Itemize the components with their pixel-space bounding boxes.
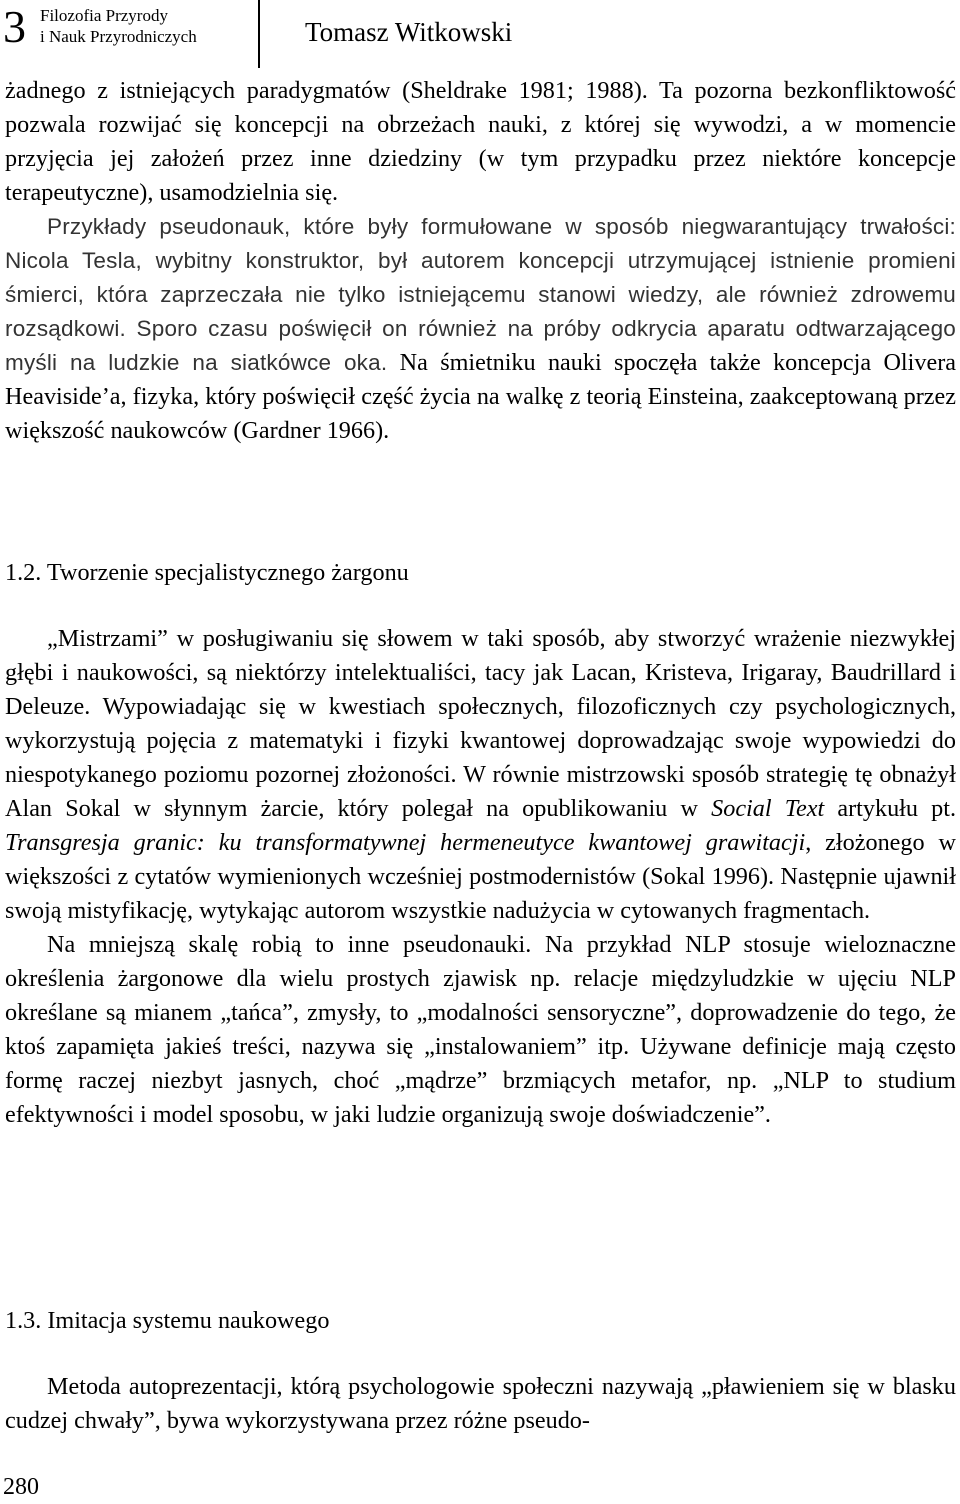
- page-number: 280: [3, 1474, 39, 1500]
- text-block-1: [5, 74, 956, 448]
- issue-number: 3: [3, 1, 26, 52]
- paragraph-3-part-a: „Mistrzami” w posługiwaniu się słowem w taki sposób, aby stworzyć wrażenie niezwykłej głębi i naukowości, są niektórzy intelektualiści, tacy jak Lacan, Kristeva, Irigaray, Baudrillard i Deleuze. Wypowiadając się w kwestiach społecznych, filozoficznych czy psychologicznych, wykorzystują pojęcia z matematyki i fizyki kwantowej doprowadzając swoje wypowiedzi do niespotykanego poziomu pozornej złożoności. W równie mistrzowski sposób strategię tę obnażył Alan Sokal w słynnym żarcie, który polegał na opublikowaniu w: [5, 625, 956, 822]
- paragraph-2-sans-text: Przykłady pseudonauk, które były formułowane w sposób niegwarantujący trwałości: Nicola Tesla, wybitny konstruktor, był autorem koncepcji utrzymującej istnienie promieni śmierci, która zaprzeczała nie tylko istniejącemu stanowi wiedzy, ale również zdrowemu rozsądkowi. Sporo czasu poświęcił on również na próby odkrycia aparatu odtwarzającego myśli na ludzkie na siatkówce oka.: [5, 214, 956, 375]
- article-title-italic: Transgresja granic: ku transformatywnej hermeneutyce kwantowej grawitacji: [5, 829, 806, 856]
- paragraph-1: żadnego z istniejących paradygmatów (Sheldrake 1981; 1988). Ta pozorna bezkonfliktowość pozwala rozwijać się koncepcji na obrzeżach nauki, z której się wywodzi, a w momencie przyjęcia jej założeń przez inne dziedziny (w tym przypadku przez niektóre koncepcje terapeutyczne), usamodzielnia się.: [5, 77, 956, 206]
- running-header: [0, 0, 960, 72]
- journal-title-italic: Social Text: [711, 795, 825, 822]
- paragraph-3-part-c: , złożonego w większości z cytatów wymienionych wcześniej postmodernistów (Sokal 1996). Następnie ujawnił swoją mistyfikację, wytykając autorom wszystkie nadużycia w cytowanych fragmentach.: [5, 829, 956, 924]
- section-heading-1-2: 1.2. Tworzenie specjalistycznego żargonu: [5, 559, 409, 586]
- journal-name: [40, 5, 197, 47]
- paragraph-5: Metoda autoprezentacji, którą psychologowie społeczni nazywają „pławieniem się w blasku cudzej chwały”, bywa wykorzystywana przez różne pseudo-: [5, 1373, 956, 1434]
- author-name: Tomasz Witkowski: [305, 17, 513, 47]
- header-divider: [258, 0, 260, 68]
- paragraph-4: Na mniejszą skalę robią to inne pseudonauki. Na przykład NLP stosuje wieloznaczne określenia żargonowe dla wielu prostych zjawisk np. relacje międzyludzkie w ujęciu NLP określane są mianem „tańca”, zmysły, to „modalności sensoryczne”, doprowadzenie do tego, że ktoś zapamięta jakieś treści, nazywa się „instalowaniem” itp. Używane definicje mają często formę raczej niezbyt jasnych, choć „mądrze” brzmiących metafor, np. „NLP to studium efektywności i model sposobu, w jaki ludzie organizują swoje doświadczenie”.: [5, 931, 956, 1128]
- paragraph-2: [5, 210, 956, 448]
- paragraph-2-serif-text: Na śmietniku nauki spoczęła także koncepcja Olivera Heaviside’a, fizyka, który poświęcił część życia na walkę z teorią Einsteina, zaakceptowaną przez większość naukowców (Gardner 1966).: [5, 349, 956, 444]
- journal-name-line1: Filozofia Przyrody: [40, 6, 168, 25]
- journal-name-line2: i Nauk Przyrodniczych: [40, 27, 197, 46]
- paragraph-3: [5, 622, 956, 928]
- paragraph-3-part-b: artykułu pt.: [837, 795, 957, 822]
- section-heading-1-3: 1.3. Imitacja systemu naukowego: [5, 1307, 330, 1334]
- text-block-2: [5, 622, 956, 1132]
- text-block-3: [5, 1370, 956, 1438]
